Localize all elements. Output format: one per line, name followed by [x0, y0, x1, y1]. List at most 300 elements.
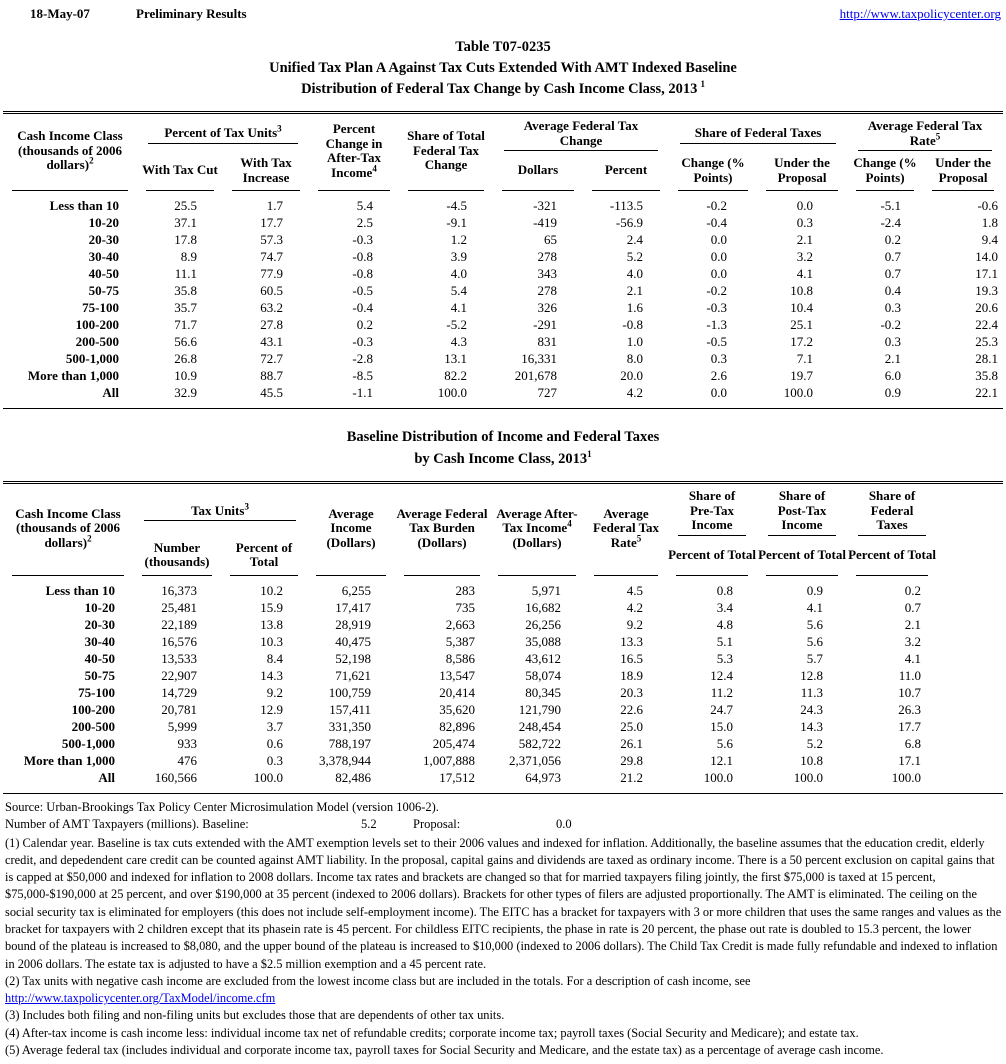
data-cell: 32.9 [174, 385, 197, 400]
data-cell: 0.3 [884, 300, 902, 315]
row-label: 40-50 [84, 650, 115, 666]
table-row [3, 265, 1003, 282]
data-cell: -291 [533, 317, 558, 332]
data-cell: 0.9 [806, 582, 824, 598]
column-group-tax-units: Tax Units$^3$ [133, 484, 307, 538]
data-cell: 25.3 [975, 334, 999, 349]
data-cell: 2,371,056 [509, 752, 562, 768]
data-cell: 278 [537, 249, 558, 264]
row-label: 500-1,000 [65, 351, 119, 366]
data-cell: -1.1 [352, 385, 374, 400]
data-cell: 43.1 [260, 334, 284, 349]
data-cell: 5.2 [626, 249, 644, 264]
data-cell: 40,475 [335, 633, 372, 649]
column-header-average-after-tax-income: Average After-Tax Income$^4$ (Dollars) [489, 484, 585, 576]
data-cell: 11.1 [174, 266, 197, 281]
data-cell: 0.3 [266, 752, 284, 768]
data-cell: 0.2 [884, 232, 902, 247]
data-cell: 35.8 [975, 368, 999, 383]
taxpolicycenter-url-link[interactable]: http://www.taxpolicycenter.org [839, 6, 1001, 21]
data-cell: -0.8 [352, 249, 374, 264]
footnote-ref-5: 5 [636, 533, 642, 544]
data-cell: 9.2 [626, 616, 644, 632]
row-label: 100-200 [71, 701, 115, 717]
data-cell: 0.8 [716, 582, 734, 598]
data-cell: 21.2 [620, 769, 644, 785]
data-cell: 0.2 [904, 582, 922, 598]
baseline-table-subtitle: by Cash Income Class, 2013$^1$ [414, 449, 592, 467]
column-header-with-tax-cut: With Tax Cut [137, 153, 223, 191]
footnote-ref-1: 1 [700, 79, 705, 90]
data-cell: 3,378,944 [319, 752, 372, 768]
data-cell: 1.7 [266, 198, 284, 213]
data-cell: 18.9 [620, 667, 644, 683]
data-cell: 37.1 [174, 215, 197, 230]
data-cell: 5.6 [716, 735, 734, 751]
footnote-5: (5) Average federal tax (includes individual and corporate income tax, payroll taxes for Social Security and Medicare, and the estate tax) as a percentage of average cash income. [5, 1043, 884, 1058]
column-header-average-federal-tax-burden: Average Federal Tax Burden (Dollars) [395, 484, 489, 576]
data-cell: 13,533 [161, 650, 197, 666]
data-cell: 727 [537, 385, 558, 400]
data-cell: 0.2 [356, 317, 374, 332]
data-cell: 13.1 [444, 351, 468, 366]
data-cell: 0.9 [884, 385, 902, 400]
data-cell: 43,612 [525, 650, 562, 666]
data-cell: 100.0 [437, 385, 468, 400]
data-cell: 0.0 [710, 266, 728, 281]
data-cell: 15.0 [710, 718, 734, 734]
page-header [3, 4, 1003, 22]
data-cell: 17.7 [260, 215, 284, 230]
table-row [3, 231, 1003, 248]
data-cell: 14.3 [800, 718, 824, 734]
data-cell: 82.2 [444, 368, 468, 383]
column-header-share-of-total-change: Share of Total Federal Tax Change [399, 114, 493, 191]
data-cell: 16,682 [525, 599, 562, 615]
table-row [3, 316, 1003, 333]
data-cell: 10.9 [174, 368, 197, 383]
data-cell: -321 [533, 198, 558, 213]
data-cell: 74.7 [260, 249, 284, 264]
row-label: All [98, 769, 115, 785]
data-cell: 16,373 [161, 582, 197, 598]
data-cell: 10.8 [800, 752, 824, 768]
data-cell: 2.4 [626, 232, 644, 247]
row-label: 200-500 [75, 334, 119, 349]
table-row [3, 248, 1003, 265]
table-row [3, 667, 1003, 684]
data-cell: 8.9 [180, 249, 197, 264]
data-cell: 20.0 [620, 368, 644, 383]
footnote-ref-2: 2 [89, 155, 94, 166]
data-cell: -1.3 [706, 317, 728, 332]
data-cell: 100.0 [703, 769, 734, 785]
data-cell: 26,256 [525, 616, 562, 632]
data-cell: 10.8 [790, 283, 814, 298]
table-row [3, 214, 1003, 231]
amt-proposal-value: 0.0 [556, 816, 572, 831]
data-cell: -0.2 [706, 283, 728, 298]
data-cell: 3.4 [716, 599, 734, 615]
row-label: 500-1,000 [61, 735, 115, 751]
data-cell: 14.3 [260, 667, 284, 683]
data-cell: 0.3 [884, 334, 902, 349]
footnotes [5, 835, 1005, 1060]
data-cell: 19.3 [975, 283, 999, 298]
data-cell: 6.0 [884, 368, 902, 383]
table-row [3, 769, 1003, 793]
data-cell: 26.8 [174, 351, 197, 366]
column-group-share-pre-tax-income: Share of Pre-Tax Income [667, 484, 757, 538]
data-cell: 4.0 [450, 266, 468, 281]
data-cell: 22.6 [620, 701, 644, 717]
tax-change-table-body [3, 191, 1003, 408]
data-cell: 45.5 [260, 385, 284, 400]
row-label: 75-100 [78, 684, 115, 700]
data-cell: 5.4 [450, 283, 468, 298]
data-cell: 27.8 [260, 317, 284, 332]
data-cell: 13,547 [439, 667, 476, 683]
data-cell: 63.2 [260, 300, 284, 315]
column-group-share-post-tax-income: Share of Post-Tax Income [757, 484, 847, 538]
data-cell: 80,345 [525, 684, 562, 700]
data-cell: 2.1 [626, 283, 644, 298]
data-cell: 25,481 [161, 599, 197, 615]
footnote-2: (2) Tax units with negative cash income are excluded from the lowest income class but are included in the totals. For a description of cash income, see [5, 973, 751, 988]
data-cell: 25.1 [790, 317, 814, 332]
table-row [3, 752, 1003, 769]
amt-baseline-label: Number of AMT Taxpayers (millions). Baseline: [5, 816, 249, 831]
data-cell: 0.3 [710, 351, 728, 366]
row-label: 75-100 [82, 300, 119, 315]
data-cell: 0.4 [884, 283, 902, 298]
preliminary-results-label: Preliminary Results [136, 6, 247, 21]
data-cell: 4.8 [716, 616, 734, 632]
data-cell: -0.3 [352, 334, 374, 349]
data-cell: 5,999 [167, 718, 197, 734]
data-cell: -0.4 [352, 300, 374, 315]
data-cell: 35.8 [174, 283, 197, 298]
data-cell: 5,971 [531, 582, 562, 598]
data-cell: -9.1 [446, 215, 468, 230]
data-cell: 1.2 [450, 232, 468, 247]
data-cell: 5.3 [716, 650, 734, 666]
footnote-ref-1: 1 [587, 449, 592, 460]
data-cell: 1,007,888 [423, 752, 476, 768]
data-cell: 17.7 [898, 718, 922, 734]
footnote-ref-3: 3 [277, 123, 282, 134]
data-cell: 100.0 [783, 385, 814, 400]
data-cell: 77.9 [260, 266, 284, 281]
row-label: 50-75 [84, 667, 115, 683]
column-group-average-federal-tax-rate: Average Federal Tax Rate$^5$ [847, 114, 1003, 153]
data-cell: 5.6 [806, 633, 824, 649]
data-cell: 52,198 [335, 650, 372, 666]
footnote-ref-2: 2 [87, 533, 92, 544]
data-cell: 24.3 [800, 701, 824, 717]
data-cell: -8.5 [352, 368, 374, 383]
data-cell: 28,919 [335, 616, 372, 632]
data-cell: -0.3 [352, 232, 374, 247]
data-cell: -0.6 [977, 198, 999, 213]
data-cell: 3.2 [796, 249, 814, 264]
column-header-average-federal-tax-rate: Average Federal Tax Rate$^5$ [585, 484, 667, 576]
table-row [3, 191, 1003, 214]
column-header-percent: Percent [583, 153, 669, 191]
data-cell: 58,074 [525, 667, 562, 683]
table-row [3, 599, 1003, 616]
data-cell: 4.5 [626, 582, 644, 598]
source-line: Source: Urban-Brookings Tax Policy Center Microsimulation Model (version 1006-2). [5, 799, 439, 814]
data-cell: -2.4 [880, 215, 902, 230]
data-cell: 933 [177, 735, 197, 751]
footnote-ref-4: 4 [372, 163, 377, 174]
data-cell: 160,566 [154, 769, 197, 785]
row-label: More than 1,000 [27, 368, 119, 383]
column-header-percent-of-total: Percent of Total [667, 538, 757, 576]
data-cell: 22.4 [975, 317, 999, 332]
data-cell: 82,896 [439, 718, 476, 734]
data-cell: 4.2 [626, 599, 644, 615]
data-cell: 0.0 [796, 198, 814, 213]
data-cell: 10.7 [898, 684, 922, 700]
column-group-share-of-federal-taxes: Share of Federal Taxes [669, 114, 847, 153]
data-cell: 8.0 [626, 351, 644, 366]
data-cell: -5.2 [446, 317, 468, 332]
column-header-under-proposal: Under the Proposal [923, 153, 1003, 191]
data-cell: -0.8 [352, 266, 374, 281]
data-cell: 35.7 [174, 300, 197, 315]
data-cell: 0.7 [904, 599, 922, 615]
data-cell: 582,722 [518, 735, 562, 751]
data-cell: 735 [455, 599, 476, 615]
column-header-percent-of-total: Percent of Total [221, 538, 307, 576]
data-cell: 20.6 [975, 300, 999, 315]
data-cell: 11.3 [800, 684, 824, 700]
column-header-average-income: Average Income (Dollars) [307, 484, 395, 576]
data-cell: 2.1 [884, 351, 902, 366]
data-cell: 10.2 [260, 582, 284, 598]
row-label: 40-50 [88, 266, 119, 281]
data-cell: 343 [537, 266, 558, 281]
row-label: 10-20 [84, 599, 115, 615]
data-cell: 0.7 [884, 249, 902, 264]
data-cell: 205,474 [432, 735, 476, 751]
data-cell: 12.1 [710, 752, 734, 768]
table-row [3, 650, 1003, 667]
data-cell: 5.7 [806, 650, 824, 666]
data-cell: 17.8 [174, 232, 197, 247]
column-group-share-federal-taxes: Share of Federal Taxes [847, 484, 937, 538]
data-cell: 17.1 [898, 752, 922, 768]
data-cell: 100.0 [793, 769, 824, 785]
data-cell: -0.2 [880, 317, 902, 332]
data-cell: 3.7 [266, 718, 284, 734]
baseline-table-title-block [3, 426, 1003, 470]
data-cell: 0.3 [796, 215, 814, 230]
table-number-title: Table T07-0235 [455, 39, 551, 55]
column-group-average-federal-tax-change: Average Federal Tax Change [493, 114, 669, 153]
data-cell: 20,781 [161, 701, 197, 717]
data-cell: -0.8 [622, 317, 644, 332]
filler-column [937, 484, 1003, 576]
column-header-number-thousands: Number (thousands) [133, 538, 221, 576]
data-cell: 1.8 [981, 215, 999, 230]
data-cell: 6,255 [341, 582, 372, 598]
data-cell: 100,759 [328, 684, 372, 700]
data-cell: 17,417 [335, 599, 372, 615]
table-row [3, 718, 1003, 735]
data-cell: 201,678 [514, 368, 558, 383]
data-cell: 35,620 [439, 701, 476, 717]
data-cell: 10.3 [260, 633, 284, 649]
data-cell: 4.1 [450, 300, 468, 315]
data-cell: 5,387 [445, 633, 476, 649]
data-cell: -0.2 [706, 198, 728, 213]
table-row [3, 616, 1003, 633]
row-label: Less than 10 [45, 582, 115, 598]
data-cell: 5.4 [356, 198, 374, 213]
table-main-title: Unified Tax Plan A Against Tax Cuts Extended With AMT Indexed Baseline [269, 60, 737, 76]
data-cell: 12.4 [710, 667, 734, 683]
table-row [3, 333, 1003, 350]
data-cell: 476 [177, 752, 197, 768]
data-cell: 0.0 [710, 385, 728, 400]
data-cell: -4.5 [446, 198, 468, 213]
data-cell: 121,790 [518, 701, 562, 717]
baseline-table-header [3, 484, 1003, 576]
data-cell: 29.8 [620, 752, 644, 768]
data-cell: 326 [537, 300, 558, 315]
column-header-percent-change-after-tax-income: Percent Change in After-Tax Income$^4$ [309, 114, 399, 191]
data-cell: 88.7 [260, 368, 284, 383]
data-cell: 7.1 [796, 351, 814, 366]
data-cell: -113.5 [609, 198, 644, 213]
amt-proposal-label: Proposal: [413, 816, 461, 831]
data-cell: 4.2 [626, 385, 644, 400]
table-row [3, 576, 1003, 599]
data-cell: 2.6 [710, 368, 728, 383]
data-cell: -419 [533, 215, 558, 230]
data-cell: 2,663 [445, 616, 476, 632]
data-cell: 0.7 [884, 266, 902, 281]
data-cell: 9.2 [266, 684, 284, 700]
data-cell: 3.9 [450, 249, 468, 264]
data-cell: 4.0 [626, 266, 644, 281]
data-cell: 28.1 [975, 351, 999, 366]
column-header-change-points: Change (% Points) [847, 153, 923, 191]
data-cell: 4.1 [806, 599, 824, 615]
footnote-ref-4: 4 [567, 518, 572, 529]
data-cell: 4.3 [450, 334, 468, 349]
tax-change-table [3, 111, 1003, 409]
data-cell: 56.6 [174, 334, 197, 349]
data-cell: 2.5 [356, 215, 374, 230]
data-cell: 5.1 [716, 633, 734, 649]
footnote-ref-5: 5 [935, 131, 941, 142]
column-header-under-proposal: Under the Proposal [757, 153, 847, 191]
data-cell: 278 [537, 283, 558, 298]
column-header-dollars: Dollars [493, 153, 583, 191]
row-label: All [102, 385, 119, 400]
footnote-3: (3) Includes both filing and non-filing units but excludes those that are dependents of other tax units. [5, 1008, 505, 1023]
data-cell: 5.6 [806, 616, 824, 632]
data-cell: 64,973 [525, 769, 562, 785]
data-cell: 248,454 [518, 718, 562, 734]
data-cell: 17.2 [790, 334, 814, 349]
data-cell: 14.0 [975, 249, 999, 264]
data-cell: 22,907 [161, 667, 197, 683]
data-cell: -0.3 [706, 300, 728, 315]
row-label: Less than 10 [49, 198, 119, 213]
row-label: 30-40 [88, 249, 119, 264]
column-header-percent-of-total: Percent of Total [847, 538, 937, 576]
data-cell: 11.2 [710, 684, 734, 700]
data-cell: 14,729 [161, 684, 197, 700]
data-cell: 13.8 [260, 616, 284, 632]
data-cell: -56.9 [615, 215, 644, 230]
data-cell: 10.4 [790, 300, 814, 315]
data-cell: -0.5 [352, 283, 374, 298]
data-cell: 17,512 [439, 769, 476, 785]
data-cell: 25.5 [174, 198, 197, 213]
date-label: 18-May-07 [30, 6, 90, 21]
data-cell: 0.0 [710, 232, 728, 247]
row-label: More than 1,000 [23, 752, 115, 768]
income-definition-link[interactable]: http://www.taxpolicycenter.org/TaxModel/income.cfm [5, 991, 276, 1006]
row-label: 20-30 [84, 616, 115, 632]
table-row [3, 282, 1003, 299]
data-cell: 60.5 [260, 283, 284, 298]
data-cell: 20.3 [620, 684, 644, 700]
data-cell: 100.0 [891, 769, 922, 785]
column-group-percent-of-tax-units: Percent of Tax Units$^3$ [137, 114, 309, 153]
data-cell: 4.1 [796, 266, 814, 281]
data-cell: 8,586 [445, 650, 476, 666]
table-title-block [3, 37, 1003, 100]
data-cell: 1.0 [626, 334, 644, 349]
column-header-cash-income-class: Cash Income Class (thousands of 2006 dollars)$^2$ [3, 114, 137, 191]
data-cell: 35,088 [525, 633, 562, 649]
data-cell: 2.1 [796, 232, 814, 247]
row-label: 100-200 [75, 317, 119, 332]
table-row [3, 633, 1003, 650]
data-cell: 12.9 [260, 701, 284, 717]
data-cell: 16,576 [161, 633, 197, 649]
data-cell: 24.7 [710, 701, 734, 717]
data-cell: -0.4 [706, 215, 728, 230]
table-subtitle: Distribution of Federal Tax Change by Cash Income Class, 2013 $^1$ [301, 79, 705, 97]
column-header-change-points: Change (% Points) [669, 153, 757, 191]
baseline-table-body [3, 576, 1003, 793]
footnote-4: (4) After-tax income is cash income less: individual income tax net of refundable credits; corporate income tax; payroll taxes (Social Security and Medicare); and estate tax. [5, 1025, 859, 1040]
baseline-table-title: Baseline Distribution of Income and Federal Taxes [346, 429, 660, 445]
data-cell: 17.1 [975, 266, 999, 281]
table-row [3, 384, 1003, 408]
row-label: 10-20 [88, 215, 119, 230]
data-cell: 72.7 [260, 351, 284, 366]
data-cell: 25.0 [620, 718, 644, 734]
data-cell: 1.6 [626, 300, 644, 315]
data-cell: 26.3 [898, 701, 922, 717]
footnote-1: (1) Calendar year. Baseline is tax cuts extended with the AMT exemption levels set to their 2006 values and indexed for inflation. Additionally, the baseline assumes that the education credit, elderly credit, and depedendent care credit can be counted against AMT liability. In the proposal, capital gains and dividends are taxed as ordinary income. There is a 50 percent exclusion on capital gains that is capped at $50,000 and indexed for inflation to 2008 dollars. Income tax rates and brackets are changed so that for married taxpayers filing jointly, the first $75,000 is taxed at 15 percent, $75,000-$190,000 at 25 percent, and over $190,000 at 35 percent (indexed to 2006 dollars). Brackets for other types of filers are adjusted proportionally. The AMT is eliminated. The ceiling on the social security tax is eliminated for employers (this does not include self-employment income). The EITC has a bracket for taxpayers with 3 or more children that uses the same ranges and values as the bracket for taxpayers with 2 children except that its phasein rate is 45 percent. For childless EITC recipients, the phase in rate is 20 percent, the phase out rate is doubled to 15.3 percent, the lower bound of the plateau is increased to $8,080, and the upper bound of the plateau is increased to $10,000 (indexed to 2006 dollars). The Child Tax Credit is made fully refundable and indexed to inflation in 2006 dollars. The estate tax is adjusted to have a $2.5 million exemption and a 45 percent rate. [5, 835, 1002, 971]
data-cell: 57.3 [260, 232, 284, 247]
table-row [3, 735, 1003, 752]
data-cell: 22,189 [161, 616, 197, 632]
data-cell: 16,331 [521, 351, 558, 366]
data-cell: -2.8 [352, 351, 374, 366]
data-cell: 6.8 [904, 735, 922, 751]
